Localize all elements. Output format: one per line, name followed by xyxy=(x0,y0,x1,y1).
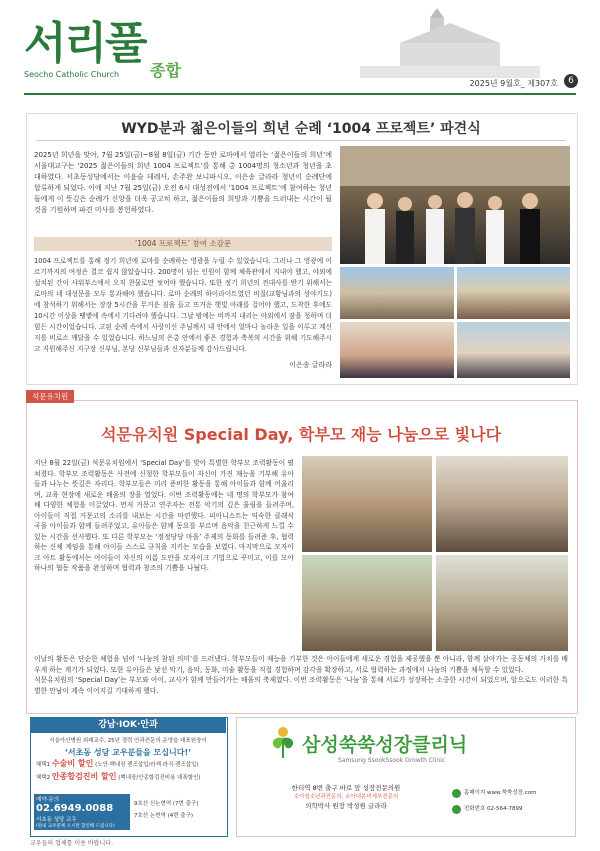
photo-group-mass xyxy=(340,146,570,264)
ad-eye-phone-label: 예약·문의 xyxy=(36,797,60,803)
sprout-logo-icon xyxy=(268,726,298,760)
article-wyd-rule xyxy=(36,140,566,141)
ad-eye-clinic-line2: ‘서초동 성당 교우분들을 모십니다!’ xyxy=(64,748,192,757)
photo-rome-cathedral xyxy=(340,267,454,319)
ad-growth-desc2: 소아청소년과전문의, 소아내분비세부전문의 xyxy=(293,794,399,800)
ad-eye-exit1-station: 9호선 신논현역 xyxy=(134,801,172,807)
ad-eye-exit1-note: (7번 출구) xyxy=(172,801,199,807)
ad-eye-exit2-station: 7호선 논현역 xyxy=(134,813,166,819)
ad-eye-benefit2-title: 안종합검진비 할인 xyxy=(51,772,117,781)
article-kindergarten-conclusion: 이날의 활동은 단순한 체험을 넘어 ‘나눔의 참된 의미’를 드러냈다. 학부모들이 재능을 기부한 것은 아이들에게 새로운 경험을 제공했을 뿐 아니라, 함께 살아가는 공동체의 가치를 배우게 하는 계기가 되었다. 또한 유아들은 낯선 악기, 음악, 동화, 미술 활동을 직접 경험하며 감각을 확장하고, 서로 협력하는 과정에서 나눔의 기쁨을 체득할 수 있었다. 석문유치원의 ‘Special Day’는 부모와 아이, 교사가 함께 만들어가는 배움의 축제였다. 이번 조력활동은 ‘나눔’을 통해 서로가 성장하는 소중한 시간이 되었으며, 앞으로도 이러한 특별한 만남이 계속 이어지길 기대하게 했다. xyxy=(34,655,568,695)
ad-eye-exit1 xyxy=(134,800,224,808)
masthead-logo: 서리풀 xyxy=(24,18,146,69)
page-number: 6 xyxy=(564,74,578,88)
article-wyd-title: WYD분과 젊은이들의 희년 순례 ‘1004 프로젝트’ 파견식 xyxy=(121,121,481,137)
issue-info: 2025년 9월호_ 제307호 xyxy=(469,79,558,88)
article-wyd-subbody: 1004 프로젝트를 통해 정기 희년에 로마를 순례하는 영광을 누릴 수 있었습니다. 그러나 그 영광에 이르기까지의 여정은 결코 쉽지 않았습니다. 200명이 넘는 인원이 함께 체육관에서 지내야 했고, 야외에 설치된 간이 샤워부스에서 오직 찬물로만 씻어야 했습니다. 또한 정기 희년의 전대사를 받기 위해서는 로마의 네 대성문을 모두 통과해야 했습니다. 로마 순례의 하이라이트였던 비질(교황님과의 성야기도)에 참석하기 위해서는 장장 5시간을 무거운 짐을 들고 뜨거운 햇빛 아래를 걸어야 했고, 도착한 후에도 10시간 이상을 땡볕에 속에서 기다려야 했습니다. 그날 밤에는 비까지 내리는 야외에서 잠을 청하며 더 힘든 시간이었습니다. 고된 순례 속에서 사랑이신 주님께서 내 안에서 얼마나 놀라운 일을 이루고 계신지를 비로소 깨달을 수 있었습니다. 하느님의 은총 안에서 좋은 경험과 축복의 시간을 위해 기도해주시고 지원해주신 지구장 신부님, 본당 신부님들과 신자분들께 감사드립니다. xyxy=(34,257,332,353)
ad-growth-phone[interactable]: 전화번호 02-564-7899 xyxy=(464,806,523,812)
ad-growth-desc3: 의학박사 원장 박성원 글라라 xyxy=(305,802,387,810)
ad-eye-location-note: (원내 교우분께 오시면 할인해 드립니다) xyxy=(36,824,115,829)
masthead-logo-sub: Seocho Catholic Church xyxy=(24,70,120,79)
photo-classroom-game xyxy=(302,555,432,651)
section-label: 종합 xyxy=(150,61,181,80)
ad-eye-exit2 xyxy=(134,812,224,820)
photo-classroom-piano xyxy=(436,456,568,552)
ad-eye-benefit1-note: (노안·백내장 렌즈삽입/라섹·라식·렌즈삽입) xyxy=(95,762,199,768)
ad-eye-benefit1 xyxy=(36,760,222,769)
ad-growth-clinic-name-en: Samsung SsookSsook Growth Clinic xyxy=(338,757,446,764)
article-kindergarten-title: 석문유치원 Special Day, 학부모 재능 나눔으로 빛나다 xyxy=(100,425,502,444)
article-kindergarten-photos xyxy=(302,456,568,651)
ad-eye-clinic-header: 강남·IOK·안과 xyxy=(30,717,226,733)
phone-icon xyxy=(452,805,461,814)
ad-eye-benefit1-title: 수술비 할인 xyxy=(51,759,94,768)
ad-eye-exit2-note: (4번 출구) xyxy=(167,813,194,819)
ad-eye-location: 서초동 성당 교우 xyxy=(36,817,77,823)
photo-classroom-geomungo xyxy=(302,456,432,552)
article-kindergarten-body: 지난 8월 22일(금) 석문유치원에서 ‘Special Day’를 맞아 특별한 학부모 조력활동이 펼쳐졌다. 학부모 조력활동은 사전에 신청한 학부모들이 자신이 가진 재능을 기부해 유아들과 나누는 뜻깊은 자리다. 학부모들은 미리 준비한 활동을 통해 아이들과 함께 어울리며, 교육 현장에 새로운 배움의 장을 열었다. 이번 조력활동에는 네 명의 학부모가 참여해 다양한 체험을 이끌었다. 먼저 거문고 연주자는 전통 악기의 깊은 울림을 들려주며, 아이들이 직접 거문고의 소리를 내보는 시간을 마련했다. 피아니스트는 익숙한 클래식 곡을 아이들과 함께 들려주었고, 유아들은 함께 동요를 부르며 음악을 친근하게 느낄 수 있는 시간을 선사했다. 또 다른 학부모는 ‘정정당당 마을’ 주제의 동화를 들려준 후, 협력하는 신체 게임을 통해 아이들 스스로 규칙을 지키는 모습을 보였다. 마지막으로 모자이크 아트 활동에서는 아이들이 자신의 이름 도안을 모자이크 기법으로 꾸미고, 이를 모아 하나의 협동 작품을 완성하며 협력과 창조의 기쁨을 나눴다. xyxy=(34,459,294,572)
ad-growth-homepage[interactable]: 홈페이지 www.쑥쑥성장.com xyxy=(464,790,537,796)
photo-classroom-mosaic xyxy=(436,555,568,651)
photo-selfie-group xyxy=(340,322,454,378)
photo-cheering-group xyxy=(457,322,570,378)
masthead-divider xyxy=(24,93,576,95)
ad-eye-benefit1-label: 혜택1 xyxy=(36,762,51,768)
church-illustration-icon xyxy=(360,8,540,78)
article-wyd-photos xyxy=(340,146,570,378)
ad-eye-phone[interactable]: 02.6949.0088 xyxy=(36,803,114,814)
ad-growth-desc1: 한티역 8번 출구 바로 앞 성장전문의원 xyxy=(291,784,401,792)
home-icon xyxy=(452,789,461,798)
ad-eye-benefit2-note: (백내장/안종합검진비용 대폭할인) xyxy=(118,775,201,781)
article-wyd-subhead: ‘1004 프로젝트’ 참여 소감문 xyxy=(34,237,332,251)
ad-growth-clinic-name: 삼성쑥쑥성장클리닉 xyxy=(302,734,468,756)
footer-note: 교우들의 업체를 이용 바랍니다. xyxy=(30,840,113,847)
ad-eye-clinic-line1: 서울아산병원 외래교수, 25년 경력 안과전문의 운영을 대표원장이 xyxy=(49,738,207,744)
photo-people-figures xyxy=(340,146,570,264)
article-kindergarten-tag: 석문유치원 xyxy=(26,390,74,403)
article-wyd-body: 2025년 희년을 맞아, 7월 25일(금)~8월 8일(금) 기간 동안 로마에서 열리는 ‘젊은이들의 희년’에 서울대교구는 ‘2025 젊은이들의 희년 1004 프로젝트’를 통해 총 1004명의 청소년과 청년을 초대하였다. 서초동성당에서는 이윤슬 데레사, 손주완 보니파시오, 이은송 글라라 청년이 순례단에 합류하게 되었다. 이에 지난 7월 25일(금) 오전 6시 대성전에서 ‘1004 프로젝트’에 참여하는 청년들에게 이 뜻깊은 순례가 신앙을 더욱 공고히 하고, 젊은이들의 희망과 기쁨을 드러내는 시간이 될 것을 기원하며 파견 미사를 봉헌하였다. xyxy=(34,151,332,214)
article-wyd-signature: 이은송 글라라 xyxy=(289,361,332,369)
ad-eye-benefit2 xyxy=(36,773,222,782)
ad-eye-benefit2-label: 혜택2 xyxy=(36,775,51,781)
photo-florence-duomo xyxy=(457,267,570,319)
